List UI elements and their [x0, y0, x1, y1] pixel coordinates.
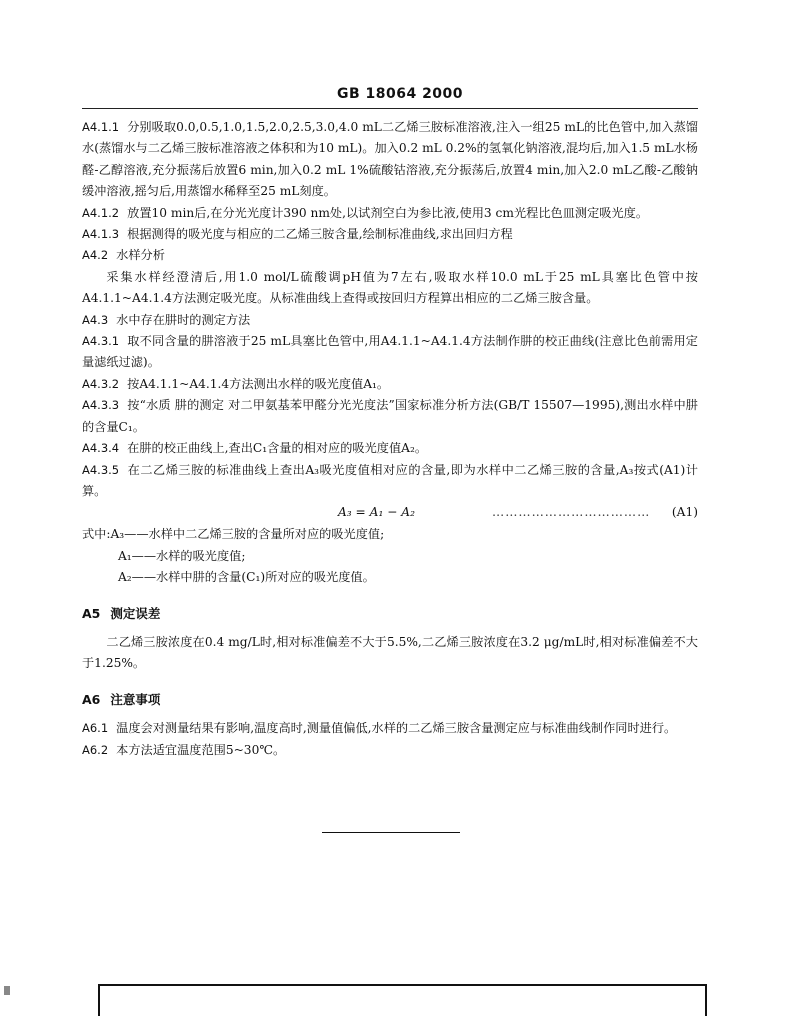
clause-a6-1 [82, 718, 698, 739]
clause-number: A4.3.3 [82, 398, 120, 413]
where-item: A₁——水样的吸光度值; [118, 548, 246, 563]
clause-number: A4.1.2 [82, 205, 120, 220]
where-item: A₃——水样中二乙烯三胺的含量所对应的吸光度值; [110, 527, 385, 542]
clause-text: 取不同含量的肼溶液于25 mL具塞比色管中,用A4.1.1~A4.1.4方法制作肼的校正曲线(注意比色前需用定量滤纸过滤)。 [82, 334, 698, 370]
section-number: A5 [82, 605, 101, 621]
clause-number: A6.2 [82, 742, 109, 757]
clause-number: A4.1.1 [82, 120, 120, 134]
document-body [82, 117, 698, 761]
clause-text: 温度会对测量结果有影响,温度高时,测量值偏低,水样的二乙烯三胺含量测定应与标准曲线制作同时进行。 [116, 721, 677, 736]
clause-a4-3-5 [82, 460, 698, 503]
clause-a4-3-4 [82, 438, 698, 459]
section-title: 注意事项 [110, 691, 161, 707]
formula-number: (A1) [671, 505, 698, 520]
end-of-document-rule [322, 832, 460, 833]
clause-text: 按“水质 肼的测定 对二甲氨基苯甲醛分光光度法”国家标准分析方法(GB/T 15507—1995),测出水样中肼的含量C₁。 [82, 398, 698, 434]
clause-text: 分别吸取0.0,0.5,1.0,1.5,2.0,2.5,3.0,4.0 mL二乙烯三胺标准溶液,注入一组25 mL的比色管中,加入蒸馏水(蒸馏水与二乙烯三胺标准溶液之体积和为10 mL)。加入0.2 mL 0.2%的氢氧化钠溶液,混均后,加入1.5 mL水杨醛-乙醇溶液,充分振荡后放置6 min,加入0.2 mL 1%硫酸钴溶液,充分振荡后,放置4 min,加入2.0 mL乙酸-乙酸钠缓冲溶液,摇匀后,用蒸馏水稀释至25 mL刻度。 [82, 120, 698, 199]
clause-a4-1-1 [82, 117, 698, 203]
clause-text: 放置10 min后,在分光光度计390 nm处,以试剂空白为参比液,使用3 cm光程比色皿测定吸光度。 [127, 205, 649, 220]
section-title: 测定误差 [110, 605, 161, 621]
clause-text: 根据测得的吸光度与相应的二乙烯三胺含量,绘制标准曲线,求出回归方程 [127, 227, 513, 242]
clause-number: A4.3.5 [82, 462, 120, 477]
section-heading-a6 [82, 689, 698, 710]
clause-a4-3-2 [82, 374, 698, 395]
clause-text: 本方法适宜温度范围5~30℃。 [116, 742, 286, 757]
clause-a4-2 [82, 245, 698, 266]
clause-text: 水中存在肼时的测定方法 [116, 312, 251, 327]
formula-leader-dots: ……………………………… [492, 505, 651, 520]
clause-number: A6.1 [82, 721, 109, 736]
clause-a4-3-3 [82, 395, 698, 438]
scan-mark [4, 986, 10, 995]
clause-number: A4.3.1 [82, 334, 120, 349]
clause-a4-1-2 [82, 203, 698, 224]
clause-a4-1-3 [82, 224, 698, 245]
header-rule [82, 108, 698, 109]
clause-number: A4.3 [82, 312, 109, 327]
formula-expression: A₃ = A₁ − A₂ [338, 505, 415, 520]
clause-text: 按A4.1.1~A4.1.4方法测出水样的吸光度值A₁。 [127, 376, 390, 391]
where-lead: 式中: [82, 527, 111, 542]
section-a5-body: 二乙烯三胺浓度在0.4 mg/L时,相对标准偏差不大于5.5%,二乙烯三胺浓度在3.2 μg/mL时,相对标准偏差不大于1.25%。 [82, 634, 698, 671]
formula-a1 [82, 502, 698, 524]
a4-2-body: 采集水样经澄清后,用1.0 mol/L硫酸调pH值为7左右,吸取水样10.0 mL于25 mL具塞比色管中按A4.1.1~A4.1.4方法测定吸光度。从标准曲线上查得或按回归方程算出相应的二乙烯三胺含量。 [82, 269, 698, 306]
clause-number: A4.3.2 [82, 376, 120, 391]
section-heading-a5 [82, 603, 698, 624]
clause-a4-3-1 [82, 331, 698, 374]
page-header: GB 18064 2000 [336, 86, 464, 102]
clause-number: A4.3.4 [82, 441, 120, 456]
clause-a4-3 [82, 310, 698, 331]
clause-number: A4.2 [82, 248, 109, 263]
section-number: A6 [82, 691, 101, 707]
where-item: A₂——水样中肼的含量(C₁)所对应的吸光度值。 [118, 570, 375, 585]
clause-text: 在二乙烯三胺的标准曲线上查出A₃吸光度值相对应的含量,即为水样中二乙烯三胺的含量,A₃按式(A1)计算。 [82, 462, 698, 498]
clause-a6-2 [82, 740, 698, 761]
clause-number: A4.1.3 [82, 227, 120, 242]
bottom-frame [98, 984, 707, 1016]
clause-text: 在肼的校正曲线上,查出C₁含量的相对应的吸光度值A₂。 [127, 441, 428, 456]
where-block [82, 524, 698, 545]
clause-text: 水样分析 [116, 248, 165, 263]
